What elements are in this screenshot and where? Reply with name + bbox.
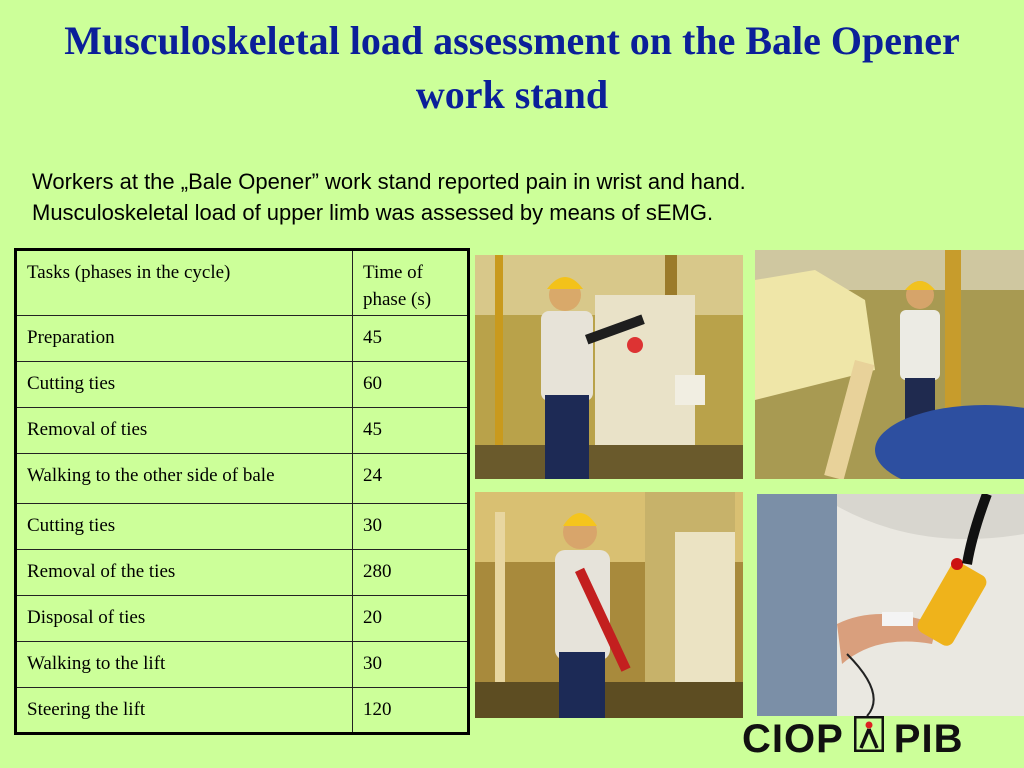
photo-bale-machine <box>755 250 1024 479</box>
task-cell: Removal of the ties <box>16 550 353 596</box>
table-row <box>16 642 469 688</box>
task-cell: Preparation <box>16 316 353 362</box>
table-row <box>16 316 469 362</box>
time-cell: 280 <box>353 550 469 596</box>
task-cell: Walking to the other side of bale <box>16 454 353 504</box>
table-header-row <box>16 250 469 316</box>
table-row <box>16 688 469 734</box>
photo-semg-hand <box>757 494 1024 716</box>
table-row <box>16 596 469 642</box>
logo-figure-icon <box>854 716 884 762</box>
logo-pib-text: PIB <box>893 716 964 761</box>
intro-line-1: Workers at the „Bale Opener” work stand reported pain in wrist and hand. <box>32 169 746 194</box>
task-cell: Removal of ties <box>16 408 353 454</box>
time-cell: 60 <box>353 362 469 408</box>
table-row <box>16 362 469 408</box>
time-cell: 45 <box>353 316 469 362</box>
time-cell: 30 <box>353 504 469 550</box>
logo-ciop-text: CIOP <box>742 716 844 761</box>
time-cell: 24 <box>353 454 469 504</box>
photo-cutting-ties <box>475 255 743 479</box>
intro-line-2: Musculoskeletal load of upper limb was assessed by means of sEMG. <box>32 200 714 225</box>
time-cell: 30 <box>353 642 469 688</box>
table-row <box>16 504 469 550</box>
header-time: Time of phase (s) <box>353 250 469 316</box>
task-cell: Cutting ties <box>16 504 353 550</box>
time-cell: 20 <box>353 596 469 642</box>
photo-worker-bolt-cutter <box>475 492 743 718</box>
task-cell: Walking to the lift <box>16 642 353 688</box>
slide-title: Musculoskeletal load assessment on the Bale Opener work stand <box>64 18 960 117</box>
table-row <box>16 408 469 454</box>
task-cell: Steering the lift <box>16 688 353 734</box>
header-task: Tasks (phases in the cycle) <box>16 250 353 316</box>
time-cell: 45 <box>353 408 469 454</box>
time-cell: 120 <box>353 688 469 734</box>
intro-text <box>32 166 932 228</box>
task-cell: Cutting ties <box>16 362 353 408</box>
tasks-table <box>14 248 470 735</box>
table-row <box>16 454 469 504</box>
ciop-pib-logo <box>742 716 1014 762</box>
table-row <box>16 550 469 596</box>
task-cell: Disposal of ties <box>16 596 353 642</box>
